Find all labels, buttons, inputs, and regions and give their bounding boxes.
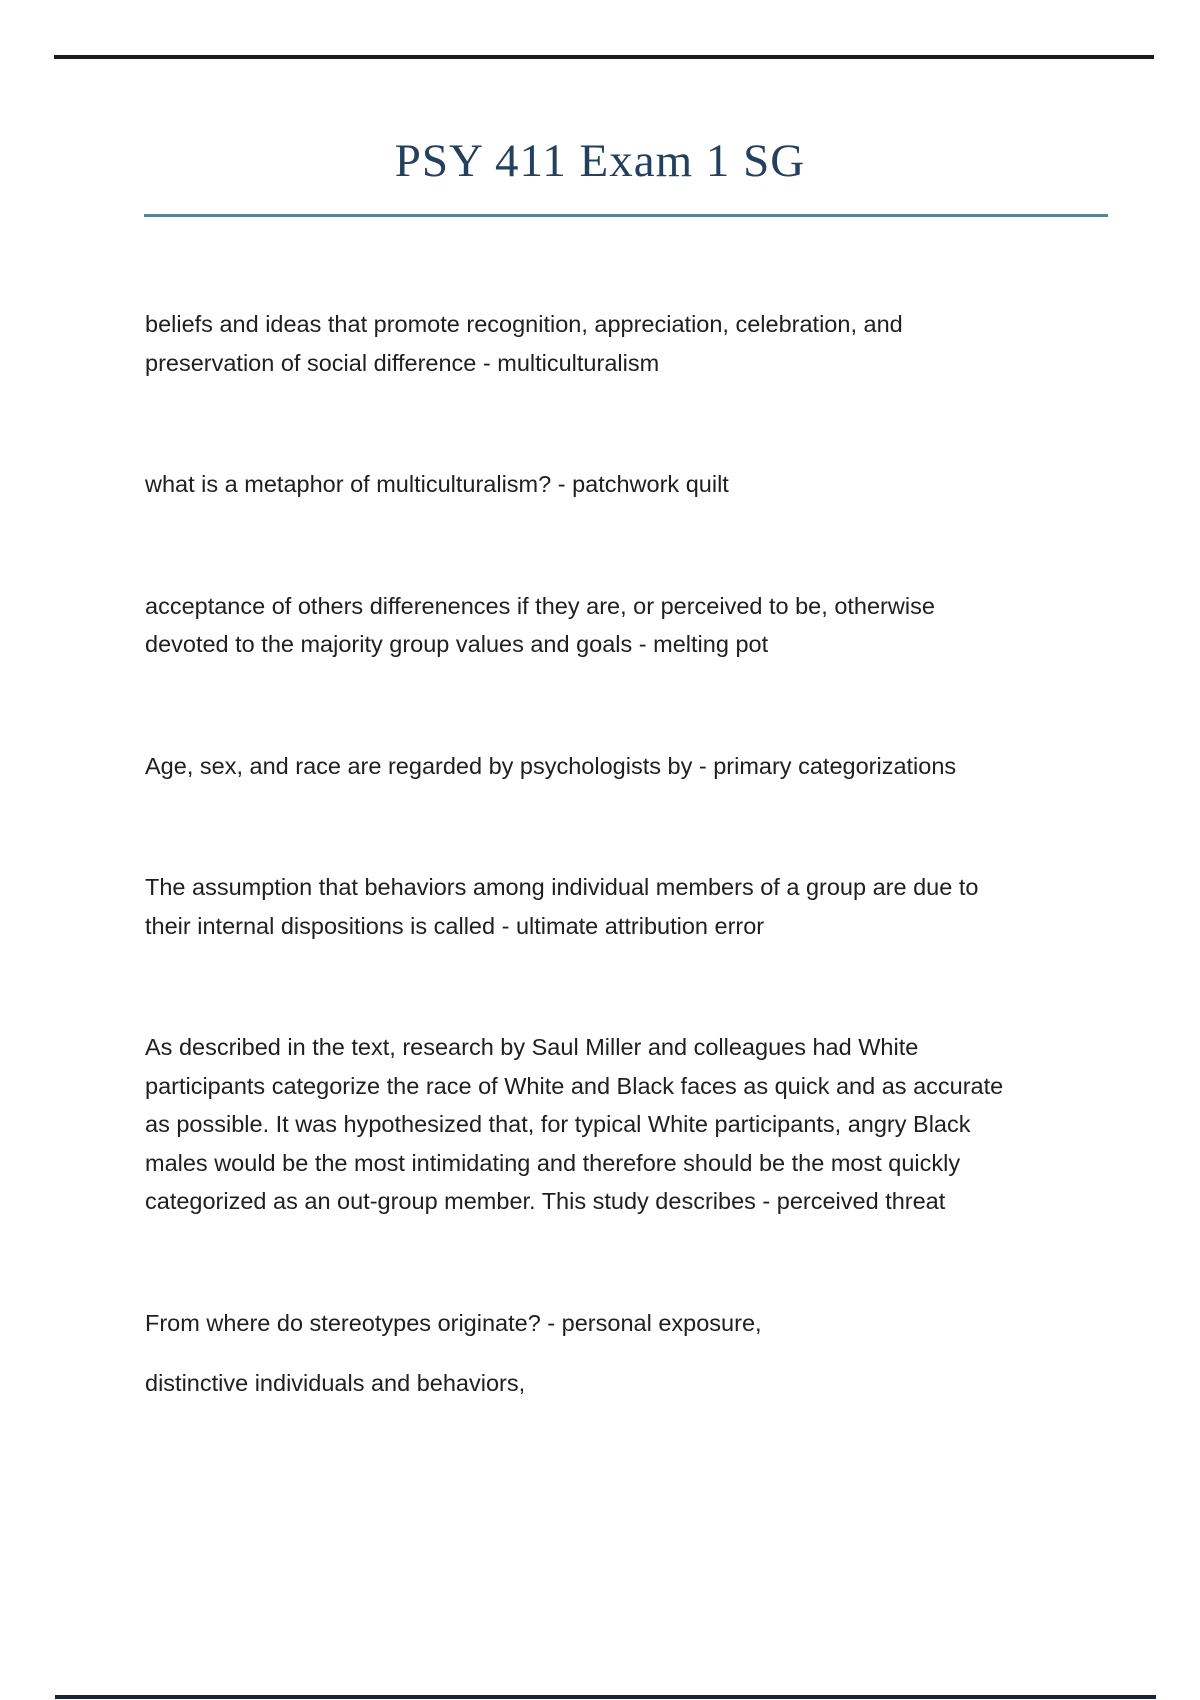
text-line: their internal dispositions is called - ultimate attribution error xyxy=(145,912,765,939)
qa-paragraph xyxy=(145,1364,1130,1403)
page-title: PSY 411 Exam 1 SG xyxy=(394,135,806,187)
text-line: Age, sex, and race are regarded by psychologists by - primary categorizations xyxy=(145,752,957,779)
text-line: what is a metaphor of multiculturalism? - patchwork quilt xyxy=(145,471,729,497)
qa-paragraph xyxy=(145,868,1130,945)
text-line: acceptance of others differenences if they are, or perceived to be, otherwise xyxy=(145,592,935,619)
text-line: The assumption that behaviors among individual members of a group are due to xyxy=(145,874,979,900)
text-line: participants categorize the race of White and Black faces as quick and as accurate xyxy=(145,1072,1004,1099)
text-line: distinctive individuals and behaviors, xyxy=(145,1370,526,1396)
qa-paragraph xyxy=(145,1028,1130,1221)
text-line: preservation of social difference - multiculturalism xyxy=(145,349,660,376)
qa-paragraph xyxy=(145,747,1130,786)
qa-paragraph xyxy=(145,305,1130,382)
text-line: As described in the text, research by Saul Miller and colleagues had White xyxy=(145,1034,919,1060)
qa-paragraph xyxy=(145,587,1130,664)
text-line: males would be the most intimidating and therefore should be the most quickly xyxy=(145,1149,961,1176)
text-line: devoted to the majority group values and goals - melting pot xyxy=(145,631,769,657)
top-border-rule xyxy=(54,55,1154,59)
title-underline-rule xyxy=(144,214,1108,217)
text-line: beliefs and ideas that promote recognition, appreciation, celebration, and xyxy=(145,311,903,337)
text-line: From where do stereotypes originate? - personal exposure, xyxy=(145,1309,762,1336)
qa-paragraph xyxy=(145,465,1130,504)
text-line: categorized as an out-group member. This study describes - perceived threat xyxy=(145,1188,946,1214)
bottom-border-rule xyxy=(55,1695,1156,1699)
text-line: as possible. It was hypothesized that, for typical White participants, angry Black xyxy=(145,1111,971,1137)
qa-paragraph xyxy=(145,1304,1130,1343)
document-body xyxy=(145,305,1130,1486)
